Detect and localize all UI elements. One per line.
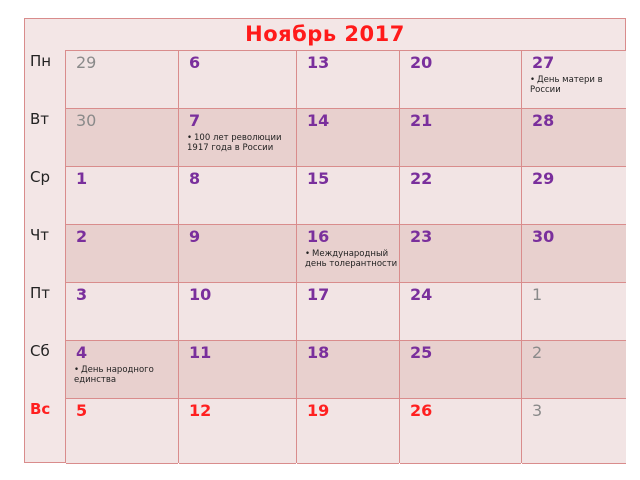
day-cell[interactable] [522, 167, 626, 225]
day-cell[interactable] [522, 399, 626, 464]
weekday-label: Пн [30, 52, 52, 70]
day-number: 30 [532, 227, 555, 246]
day-number: 1 [532, 285, 543, 304]
weekday-label: Пт [30, 284, 51, 302]
day-number: 6 [189, 53, 201, 72]
day-cell[interactable] [400, 283, 521, 341]
day-number: 28 [532, 111, 555, 130]
day-cell[interactable] [297, 225, 399, 283]
day-cell[interactable] [400, 399, 521, 464]
day-number: 4 [76, 343, 88, 362]
day-cell[interactable] [66, 225, 178, 283]
holiday-note: • 100 лет революции 1917 года в России [187, 133, 287, 153]
day-cell[interactable] [66, 341, 178, 399]
day-cell[interactable] [400, 341, 521, 399]
holiday-note: • День народного единства [74, 365, 174, 385]
day-number: 1 [76, 169, 88, 188]
weekday-label: Вт [30, 110, 50, 128]
day-number: 3 [532, 401, 543, 420]
day-number: 12 [189, 401, 212, 420]
day-number: 10 [189, 285, 212, 304]
day-number: 23 [410, 227, 433, 246]
holiday-note: • День матери в России [530, 75, 630, 95]
day-number: 5 [76, 401, 88, 420]
day-number: 22 [410, 169, 433, 188]
holiday-note: • Международный день толерантности [305, 249, 405, 269]
day-number: 18 [307, 343, 330, 362]
week-column [296, 50, 399, 463]
day-cell[interactable] [522, 225, 626, 283]
day-number: 11 [189, 343, 212, 362]
week-column [399, 50, 521, 463]
day-number: 16 [307, 227, 330, 246]
day-number: 7 [189, 111, 201, 130]
day-cell[interactable] [297, 341, 399, 399]
weekday-label: Ср [30, 168, 50, 186]
day-cell[interactable] [66, 399, 178, 464]
day-number: 29 [532, 169, 555, 188]
weekday-label: Сб [30, 342, 50, 360]
day-cell[interactable] [400, 109, 521, 167]
day-number: 19 [307, 401, 330, 420]
calendar-title: Ноябрь 2017 [245, 22, 405, 46]
day-number: 9 [189, 227, 201, 246]
day-number: 20 [410, 53, 433, 72]
day-cell[interactable] [66, 51, 178, 109]
day-cell[interactable] [297, 167, 399, 225]
day-number: 21 [410, 111, 433, 130]
day-cell[interactable] [522, 51, 626, 109]
day-cell[interactable] [297, 399, 399, 464]
day-number: 14 [307, 111, 330, 130]
day-number: 8 [189, 169, 201, 188]
weekday-label: Вс [30, 400, 51, 418]
day-number: 30 [76, 111, 97, 130]
day-cell[interactable] [400, 225, 521, 283]
day-number: 2 [76, 227, 88, 246]
day-cell[interactable] [179, 341, 296, 399]
day-cell[interactable] [179, 109, 296, 167]
day-cell[interactable] [179, 167, 296, 225]
week-column [65, 50, 178, 463]
day-cell[interactable] [522, 109, 626, 167]
day-cell[interactable] [66, 283, 178, 341]
day-number: 26 [410, 401, 433, 420]
day-number: 3 [76, 285, 88, 304]
week-column [521, 50, 626, 463]
day-number: 2 [532, 343, 543, 362]
day-cell[interactable] [297, 283, 399, 341]
day-number: 17 [307, 285, 330, 304]
day-cell[interactable] [179, 283, 296, 341]
day-number: 27 [532, 53, 555, 72]
day-number: 25 [410, 343, 433, 362]
day-number: 24 [410, 285, 433, 304]
day-cell[interactable] [522, 341, 626, 399]
day-cell[interactable] [400, 167, 521, 225]
day-number: 15 [307, 169, 330, 188]
day-cell[interactable] [522, 283, 626, 341]
weekday-label: Чт [30, 226, 50, 244]
week-column [178, 50, 296, 463]
day-cell[interactable] [66, 109, 178, 167]
day-cell[interactable] [297, 51, 399, 109]
day-number: 29 [76, 53, 97, 72]
day-cell[interactable] [179, 225, 296, 283]
day-cell[interactable] [400, 51, 521, 109]
day-cell[interactable] [179, 51, 296, 109]
day-cell[interactable] [179, 399, 296, 464]
day-cell[interactable] [66, 167, 178, 225]
day-number: 13 [307, 53, 330, 72]
day-cell[interactable] [297, 109, 399, 167]
